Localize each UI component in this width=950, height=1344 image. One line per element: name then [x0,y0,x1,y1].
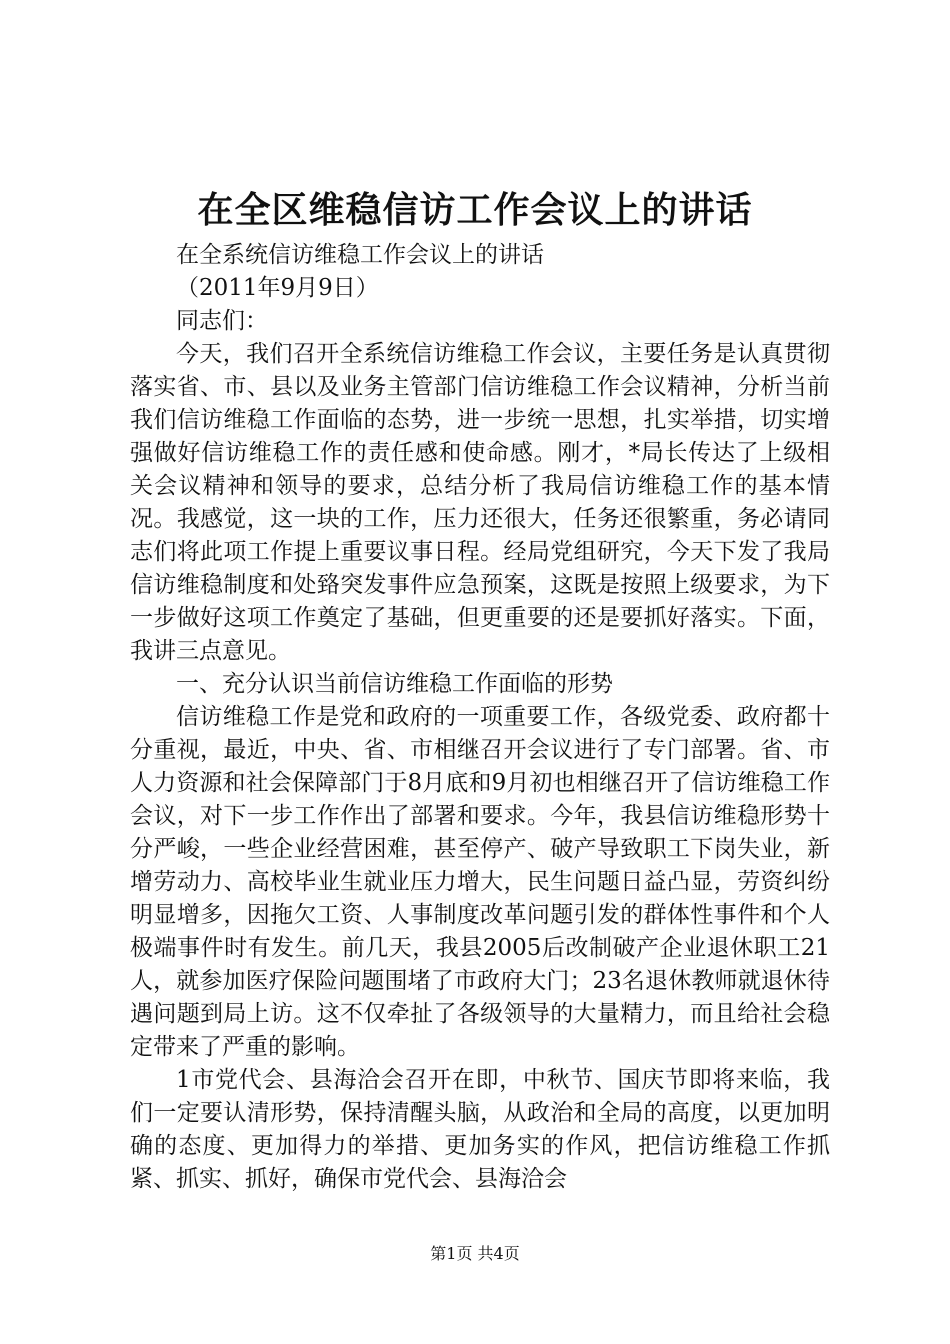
body-paragraph: 1市党代会、县海洽会召开在即，中秋节、国庆节即将来临，我们一定要认清形势，保持清醒头脑，从政治和全局的高度，以更加明确的态度、更加得力的举措、更加务实的作风，把信访维稳工作抓紧、抓实、抓好，确保市党代会、县海洽会 [130,1067,830,1192]
document-body [130,239,830,1196]
document-title: 在全区维稳信访工作会议上的讲话 [197,189,753,231]
subtitle-paragraph: 在全系统信访维稳工作会议上的讲话 [176,242,544,268]
body-paragraph: 今天，我们召开全系统信访维稳工作会议，主要任务是认真贯彻落实省、市、县以及业务主管部门信访维稳工作会议精神，分析当前我们信访维稳工作面临的态势，进一步统一思想，扎实举措，切实增强做好信访维稳工作的责任感和使命感。刚才，*局长传达了上级相关会议精神和领导的要求，总结分析了我局信访维稳工作的基本情况。我感觉，这一块的工作，压力还很大，任务还很繁重，务必请同志们将此项工作提上重要议事日程。经局党组研究，今天下发了我局信访维稳制度和处臵突发事件应急预案，这既是按照上级要求，为下一步做好这项工作奠定了基础，但更重要的还是要抓好落实。下面，我讲三点意见。 [130,341,830,664]
date-paragraph: （2011年9月9日） [176,275,379,301]
body-paragraph: 信访维稳工作是党和政府的一项重要工作，各级党委、政府都十分重视，最近，中央、省、市相继召开会议进行了专门部署。省、市人力资源和社会保障部门于8月底和9月初也相继召开了信访维稳工作会议，对下一步工作作出了部署和要求。今年，我县信访维稳形势十分严峻，一些企业经营困难，甚至停产、破产导致职工下岗失业，新增劳动力、高校毕业生就业压力增大，民生问题日益凸显，劳资纠纷明显增多，因拖欠工资、人事制度改革问题引发的群体性事件和个人极端事件时有发生。前几天，我县2005后改制破产企业退休职工21人，就参加医疗保险问题围堵了市政府大门；23名退休教师就退休待遇问题到局上访。这不仅牵扯了各级领导的大量精力，而且给社会稳定带来了严重的影响。 [130,704,830,1060]
section-heading: 一、充分认识当前信访维稳工作面临的形势 [176,671,613,697]
page-footer: 第1页 共4页 [430,1244,520,1263]
salutation-paragraph: 同志们： [176,308,268,334]
